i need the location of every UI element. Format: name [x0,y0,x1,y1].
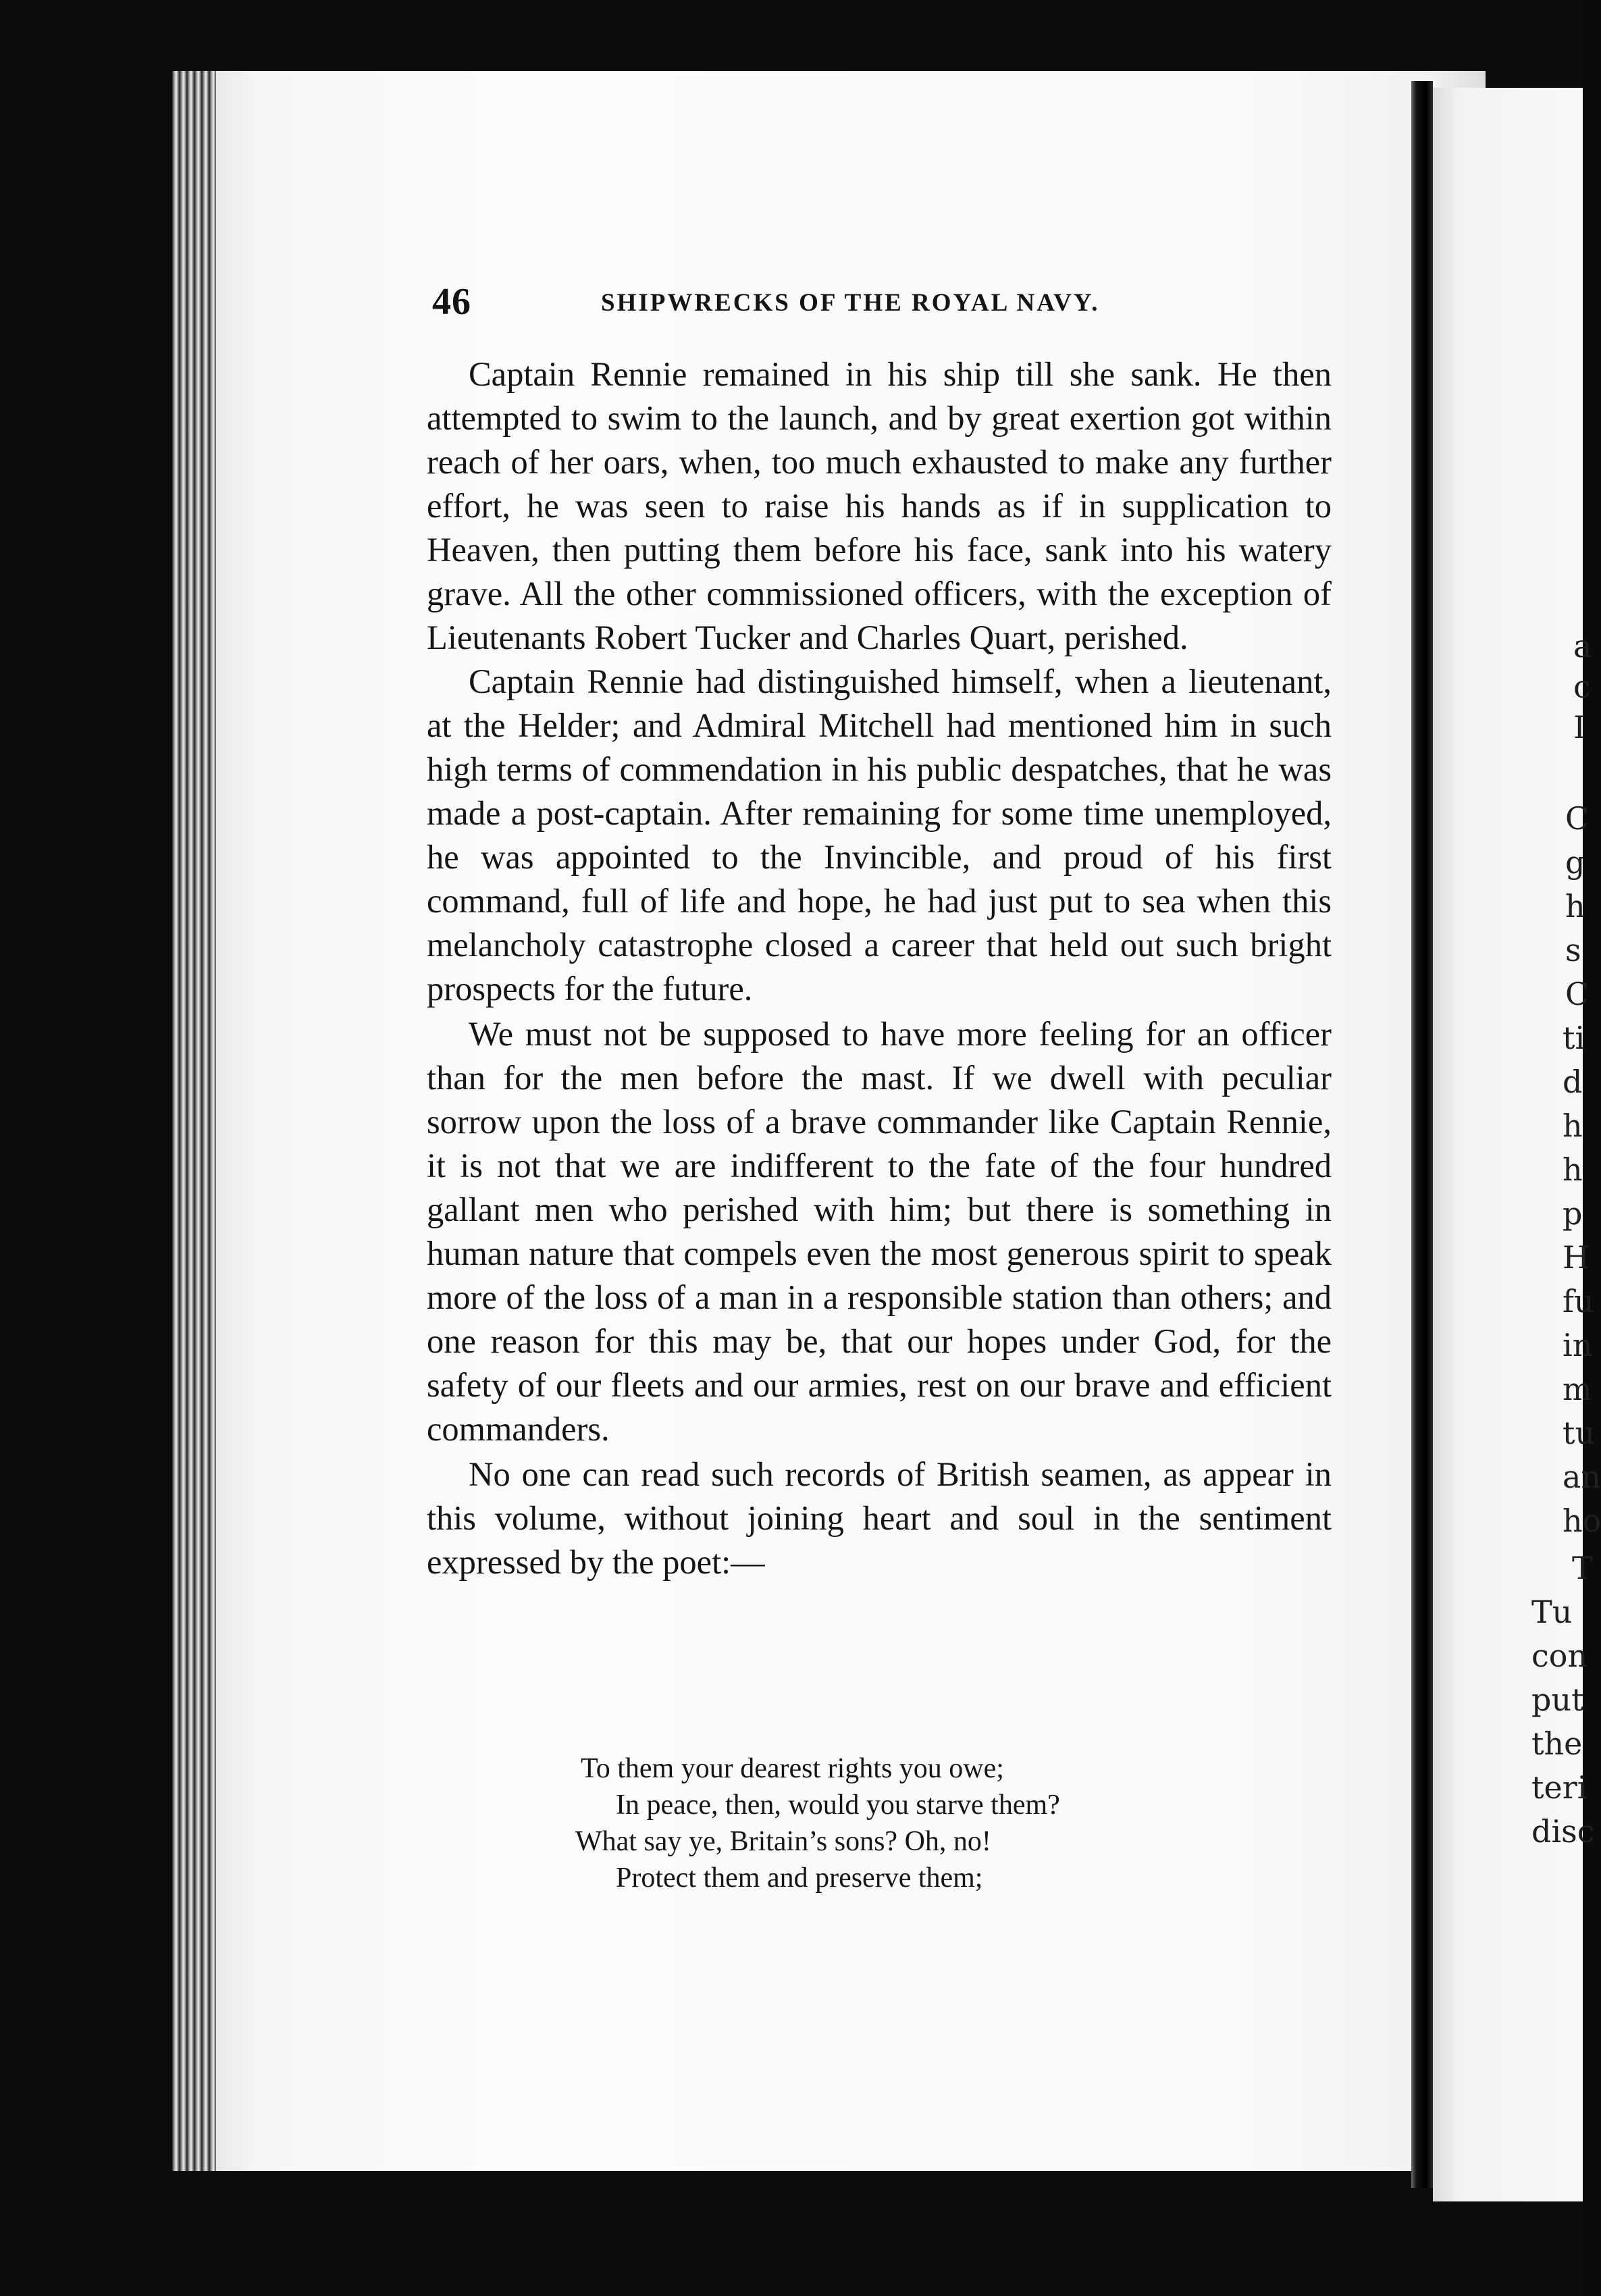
facing-page-fragment: T [1572,1550,1593,1586]
body-text [427,353,1332,1584]
facing-page [1433,88,1586,2201]
paragraph: No one can read such records of British seamen, as appear in this volume, without joining heart and soul in the sentiment expressed by the poet:— [427,1455,1332,1581]
facing-page-fragment: teri [1531,1769,1587,1806]
verse-block [575,1750,1060,1896]
facing-page-fragment: s [1565,932,1581,968]
facing-page-fragment: ho [1563,1503,1601,1539]
facing-page-fragment: C [1565,800,1590,837]
paragraph: We must not be supposed to have more feeling for an officer than for the men before the mast. If we dwell with peculiar sorrow upon the loss of a brave commander like Captain Rennie, it is not that we are indifferent to the fate of the four hundred gallant men who perished with him; but there is something in human nature that compels even the most generous spirit to speak more of the loss of a man in a responsible station than others; and one reason for this may be, that our hopes under God, for the safety of our fleets and our armies, rest on our brave and efficient commanders. [427,1015,1332,1448]
facing-page-fragment: Tu [1531,1594,1573,1630]
paragraph: Captain Rennie remained in his ship till she sank. He then attempted to swim to the launch, and by great exertion got within reach of her oars, when, too much exhausted to make any further effort, he was seen to raise his hands as if in supplication to Heaven, then putting them before his face, sank into his watery grave. All the other commissioned officers, with the exception of Lieutenants Robert Tucker and Charles Quart, perished. [427,355,1332,656]
facing-page-fragment: disc [1531,1813,1595,1850]
facing-page-fragment: con [1531,1638,1588,1674]
book-gutter [1411,81,1433,2188]
facing-page-fragment: m [1563,1371,1592,1407]
paragraph: Captain Rennie had distinguished himself, when a lieutenant, at the Helder; and Admiral Mitchell had mentioned him in such high terms of commendation in his public despatches, that he was made a post-captain. After remaining for some time unemployed, he was appointed to the Invincible, and proud of his first command, full of life and hope, he had just put to sea when this melancholy catastrophe closed a career that held out such bright prospects for the future. [427,662,1332,1008]
facing-page-fragment: the [1531,1725,1583,1762]
verse-line: In peace, then, would you starve them? [616,1790,1060,1821]
verse-line: Protect them and preserve them; [616,1862,983,1894]
facing-page-fragment: put [1531,1681,1584,1718]
facing-page-fragment: H [1563,1239,1590,1276]
verse-line: What say ye, Britain’s sons? Oh, no! [575,1826,991,1857]
verse-line: To them your dearest rights you owe; [581,1753,1004,1784]
facing-page-fragment: tu [1563,1415,1596,1451]
facing-page-fragment: in [1563,1327,1593,1363]
facing-page-fragment: d [1563,1064,1583,1100]
facing-page-fragment: a [1573,628,1592,664]
running-title: SHIPWRECKS OF THE ROYAL NAVY. [601,289,1100,317]
facing-page-fragment: fu [1563,1283,1594,1320]
facing-page-fragment: C [1565,976,1590,1012]
facing-page-fragment: h [1563,1107,1583,1144]
facing-page-fragment: g [1565,844,1585,881]
facing-page-fragment: I [1573,709,1586,746]
facing-page-fragment: p [1563,1195,1583,1232]
facing-page-fragment: ti [1563,1020,1585,1056]
page-number: 46 [432,281,471,323]
facing-page-fragment: an [1563,1459,1601,1495]
facing-page-fragment: c [1573,669,1591,705]
running-head [432,280,1330,328]
facing-page-fragment: h [1565,888,1585,924]
facing-page-fragment: h [1563,1151,1583,1188]
